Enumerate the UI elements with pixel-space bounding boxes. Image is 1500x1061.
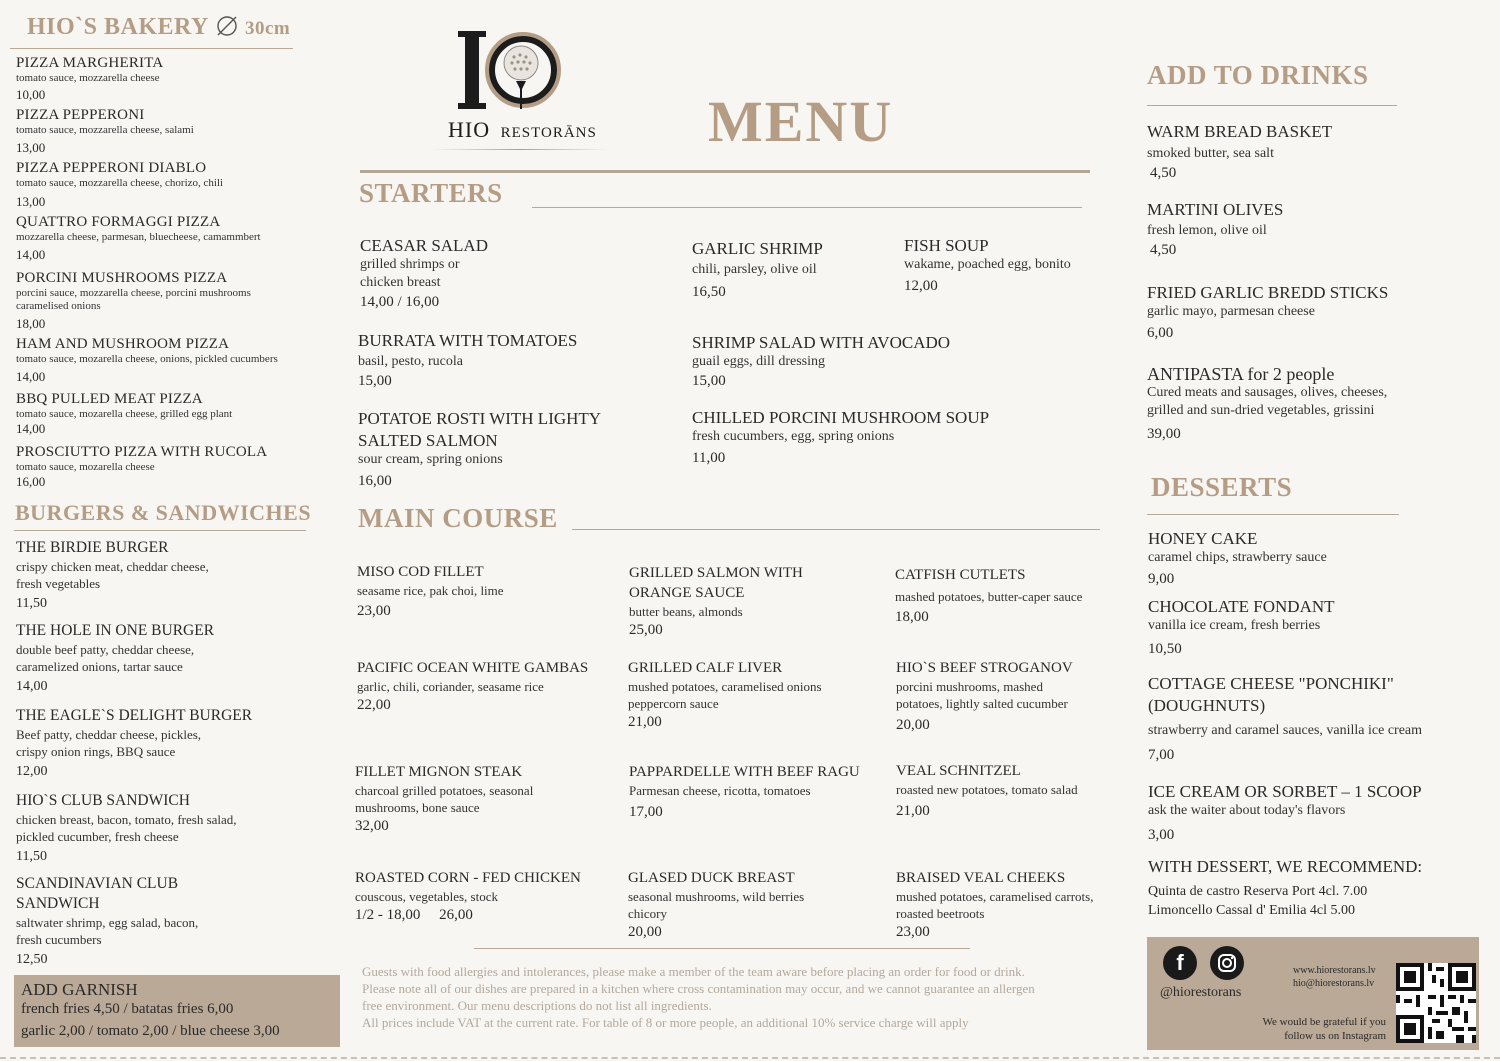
item-price: 15,00	[358, 373, 392, 389]
item-price: 21,00	[896, 803, 930, 819]
item-desc: basil, pesto, rucola	[358, 354, 463, 369]
list-item	[357, 562, 617, 621]
drinks-title: ADD TO DRINKS	[1147, 60, 1369, 90]
list-item	[16, 791, 346, 867]
qr-code-icon[interactable]	[1396, 963, 1476, 1043]
item-name: PIZZA PEPPERONI	[16, 107, 145, 123]
list-item	[16, 107, 346, 156]
item-name: PROSCIUTTO PIZZA WITH RUCOLA	[16, 444, 268, 460]
item-name: CATFISH CUTLETS	[895, 567, 1026, 583]
follow-text: We would be grateful if you	[1262, 1016, 1386, 1028]
instagram-icon[interactable]	[1210, 946, 1244, 980]
item-name: HIO`S CLUB SANDWICH	[16, 792, 190, 809]
item-name: ICE CREAM OR SORBET – 1 SCOOP	[1148, 782, 1422, 801]
item-desc: double beef patty, cheddar cheese,	[16, 642, 195, 657]
bakery-title	[27, 14, 290, 41]
item-desc: tomato sauce, mozzarella cheese, chorizo, chili	[16, 177, 224, 189]
item-name-cont: SANDWICH	[16, 895, 100, 912]
item-name: PIZZA PEPPERONI DIABLO	[16, 160, 207, 176]
main-course-title: MAIN COURSE	[358, 503, 558, 533]
item-desc: chicory	[628, 906, 667, 921]
instagram-handle[interactable]: @hiorestorans	[1160, 985, 1242, 1000]
item-name: BBQ PULLED MEAT PIZZA	[16, 391, 203, 407]
list-item	[692, 239, 902, 302]
list-item	[358, 331, 678, 391]
list-item	[1148, 782, 1488, 845]
item-desc: crispy onion rings, BBQ sauce	[16, 744, 176, 759]
logo-sub-text: RESTORĀNS	[500, 125, 597, 141]
item-price: 12,50	[16, 952, 48, 967]
item-desc: sour cream, spring onions	[358, 452, 503, 467]
item-desc: peppercorn sauce	[628, 696, 719, 711]
item-desc: grilled and sun-dried vegetables, grissini	[1147, 403, 1375, 418]
item-price: 17,00	[629, 804, 663, 820]
item-desc: fresh vegetables	[16, 576, 101, 591]
recommend-item: Limoncello Cassal d' Emilia 4cl 5.00	[1148, 903, 1356, 918]
list-item	[16, 270, 306, 332]
notice-line: free environment. Our menu descriptions do not list all ingredients.	[362, 998, 712, 1013]
item-price: 14,00	[16, 369, 46, 384]
item-name: GARLIC SHRIMP	[692, 239, 823, 258]
item-name: SCANDINAVIAN CLUB	[16, 875, 179, 892]
item-name: THE EAGLE`S DELIGHT BURGER	[16, 707, 253, 724]
item-desc: vanilla ice cream, fresh berries	[1148, 618, 1321, 633]
item-name: WARM BREAD BASKET	[1147, 122, 1333, 141]
list-item	[16, 874, 346, 970]
item-name: BRAISED VEAL CHEEKS	[896, 870, 1066, 886]
logo-main-text: HIO	[448, 117, 491, 142]
item-desc: caramel chips, strawberry sauce	[1148, 550, 1327, 565]
desserts-rule	[1147, 514, 1399, 515]
item-desc: Cured meats and sausages, olives, cheeses,	[1147, 385, 1388, 400]
list-item	[628, 658, 890, 732]
item-desc: mushrooms, bone sauce	[355, 800, 480, 815]
item-desc: couscous, vegetables, stock	[355, 889, 498, 904]
item-price: 23,00	[896, 924, 930, 940]
list-item	[355, 762, 620, 836]
item-desc: wakame, poached egg, bonito	[904, 257, 1071, 272]
item-desc: charcoal grilled potatoes, seasonal	[355, 783, 534, 798]
list-item	[1147, 200, 1477, 260]
website-link[interactable]: www.hiorestorans.lv	[1293, 965, 1376, 976]
list-item	[629, 762, 891, 822]
garnish-panel	[14, 975, 340, 1047]
item-price: 20,00	[896, 717, 930, 733]
item-name: PACIFIC OCEAN WHITE GAMBAS	[357, 660, 589, 676]
list-item	[358, 406, 678, 491]
item-price: 18,00	[895, 609, 929, 625]
item-price: 7,00	[1148, 747, 1175, 763]
main-course-rule	[572, 529, 1100, 530]
item-name: PAPPARDELLE WITH BEEF RAGU	[629, 764, 860, 780]
item-name: FRIED GARLIC BREDD STICKS	[1147, 283, 1389, 302]
item-desc: tomato sauce, mozarella cheese, grilled egg plant	[16, 408, 233, 420]
item-name: MARTINI OLIVES	[1147, 200, 1284, 219]
starters-rule	[532, 207, 1082, 208]
item-price: 16,00	[16, 474, 46, 489]
item-desc: tomato sauce, mozzarella cheese	[16, 72, 160, 84]
list-item	[896, 868, 1136, 942]
list-item	[1147, 122, 1477, 183]
item-desc: mozzarella cheese, parmesan, bluecheese, camammbert	[16, 231, 261, 243]
recommend-item: Quinta de castro Reserva Port 4cl. 7.00	[1148, 884, 1368, 899]
list-item	[16, 336, 346, 385]
garnish-title: ADD GARNISH	[21, 980, 138, 999]
item-price: 10,50	[1148, 641, 1182, 657]
item-desc: tomato sauce, mozarella cheese	[16, 461, 155, 473]
list-item	[16, 160, 346, 210]
recommend-title: WITH DESSERT, WE RECOMMEND:	[1148, 857, 1423, 876]
notice-line: Please note all of our dishes are prepared in a kitchen where cross contamination may occur, and we cannot guarantee an allergen	[362, 981, 1035, 996]
list-item	[355, 868, 620, 925]
item-desc: mushed potatoes, caramelised carrots,	[896, 889, 1094, 904]
item-desc: tomato sauce, mozzarella cheese, salami	[16, 124, 194, 136]
item-price: 12,00	[16, 764, 48, 779]
item-name: ANTIPASTA for 2 people	[1147, 364, 1335, 384]
item-desc: pickled cucumber, fresh cheese	[16, 829, 179, 844]
item-name-cont: SALTED SALMON	[358, 431, 498, 450]
allergy-notice	[362, 963, 1132, 1031]
item-name: COTTAGE CHEESE "PONCHIKI"	[1148, 674, 1394, 693]
item-price: 32,00	[355, 818, 389, 834]
item-name: HIO`S BEEF STROGANOV	[896, 660, 1073, 676]
burgers-rule	[14, 530, 306, 531]
item-desc: butter beans, almonds	[629, 604, 743, 619]
pizza-size: 30cm	[244, 18, 291, 39]
item-name: HONEY CAKE	[1148, 529, 1258, 548]
item-price: 10,00	[16, 87, 46, 102]
item-desc: guail eggs, dill dressing	[692, 354, 825, 369]
item-price: 22,00	[357, 697, 391, 713]
list-item	[16, 621, 346, 697]
item-name-cont: (DOUGHNUTS)	[1148, 696, 1266, 715]
drinks-rule	[1147, 105, 1397, 106]
item-price: 21,00	[628, 714, 662, 730]
golf-ball-logo-icon	[430, 25, 610, 125]
item-desc: strawberry and caramel sauces, vanilla ice cream	[1148, 723, 1423, 738]
burgers-title: BURGERS & SANDWICHES	[15, 500, 312, 525]
item-price: 39,00	[1147, 426, 1181, 442]
item-name-cont: ORANGE SAUCE	[629, 585, 745, 601]
list-item	[1147, 364, 1487, 444]
list-item	[628, 868, 890, 942]
item-name: CHILLED PORCINI MUSHROOM SOUP	[692, 408, 990, 427]
list-item	[692, 408, 1112, 468]
diameter-icon	[216, 15, 238, 37]
list-item	[896, 761, 1136, 821]
list-item	[1148, 673, 1488, 765]
bottom-divider	[0, 1057, 1500, 1059]
item-name: VEAL SCHNITZEL	[896, 763, 1021, 779]
item-desc: ask the waiter about today's flavors	[1148, 803, 1346, 818]
list-item	[1147, 283, 1477, 343]
item-name: PIZZA MARGHERITA	[16, 55, 164, 71]
bakery-title-text: HIO`S BAKERY	[27, 14, 208, 40]
notice-line: Guests with food allergies and intolerances, please make a member of the team aware before placing an order for food or drink.	[362, 964, 1025, 979]
item-price: 16,00	[358, 473, 392, 489]
item-desc: chicken breast	[360, 275, 441, 290]
item-price: 14,00	[16, 421, 46, 436]
item-desc: Beef patty, cheddar cheese, pickles,	[16, 727, 202, 742]
garnish-line1: french fries 4,50 / batatas fries 6,00	[21, 1001, 234, 1017]
item-price: 11,50	[16, 849, 47, 864]
item-desc: crispy chicken meat, cheddar cheese,	[16, 559, 209, 574]
item-desc: fresh cucumbers	[16, 932, 102, 947]
item-name: THE HOLE IN ONE BURGER	[16, 622, 215, 639]
page-title: MENU	[708, 89, 894, 154]
item-price: 11,00	[692, 450, 726, 466]
list-item	[1148, 529, 1478, 589]
list-item	[904, 236, 1134, 296]
item-desc: tomato sauce, mozarella cheese, onions, pickled cucumbers	[16, 353, 278, 365]
item-name: SHRIMP SALAD WITH AVOCADO	[692, 333, 951, 352]
item-name: GRILLED SALMON WITH	[629, 565, 803, 581]
item-desc: roasted new potatoes, tomato salad	[896, 782, 1078, 797]
item-desc: mashed potatoes, butter-caper sauce	[895, 589, 1083, 604]
logo-underline	[432, 149, 608, 150]
item-desc: seasame rice, pak choi, lime	[357, 583, 504, 598]
item-name: FISH SOUP	[904, 236, 989, 255]
item-price: 18,00	[16, 316, 46, 331]
item-price: 12,00	[904, 278, 938, 294]
list-item	[629, 563, 889, 640]
list-item	[16, 538, 346, 614]
item-desc: fresh cucumbers, egg, spring onions	[692, 429, 895, 444]
email-link[interactable]: hio@hiorestorans.lv	[1293, 978, 1375, 989]
list-item	[1148, 597, 1478, 659]
item-desc: grilled shrimps or	[360, 257, 460, 272]
item-name: FILLET MIGNON STEAK	[355, 764, 523, 780]
item-price: 13,00	[16, 140, 46, 155]
item-desc: garlic mayo, parmesan cheese	[1147, 304, 1315, 319]
item-name: HAM AND MUSHROOM PIZZA	[16, 336, 230, 352]
item-desc: smoked butter, sea salt	[1147, 146, 1274, 161]
item-name: BURRATA WITH TOMATOES	[358, 331, 578, 350]
item-desc: chili, parsley, olive oil	[692, 262, 817, 277]
item-desc: Parmesan cheese, ricotta, tomatoes	[629, 783, 811, 798]
social-panel	[1147, 937, 1479, 1050]
item-price: 6,00	[1147, 325, 1174, 341]
list-item	[16, 55, 346, 103]
item-name: MISO COD FILLET	[357, 564, 484, 580]
item-desc: potatoes, lightly salted cucumber	[896, 696, 1068, 711]
list-item	[357, 658, 622, 715]
item-name: PORCINI MUSHROOMS PIZZA	[16, 270, 228, 286]
item-desc: chicken breast, bacon, tomato, fresh salad,	[16, 812, 237, 827]
item-name: GRILLED CALF LIVER	[628, 660, 783, 676]
desserts-title: DESSERTS	[1151, 472, 1293, 502]
footer-rule	[474, 948, 970, 949]
item-price: 11,50	[16, 596, 47, 611]
item-desc: garlic, chili, coriander, seasame rice	[357, 679, 544, 694]
item-desc: porcini mushrooms, mashed	[896, 679, 1043, 694]
item-price: 25,00	[629, 622, 663, 638]
item-name: CEASAR SALAD	[360, 236, 488, 255]
facebook-icon[interactable]: f	[1163, 946, 1197, 980]
follow-text: follow us on Instagram	[1284, 1030, 1386, 1042]
item-name: ROASTED CORN - FED CHICKEN	[355, 870, 581, 886]
item-price: 4,50	[1150, 165, 1177, 181]
item-desc: caramelized onions, tartar sauce	[16, 659, 183, 674]
item-price: 20,00	[628, 924, 662, 940]
item-desc: mushed potatoes, caramelised onions	[628, 679, 822, 694]
list-item	[360, 236, 680, 312]
bakery-rule	[10, 48, 293, 49]
item-price: 14,00 / 16,00	[360, 294, 440, 310]
item-name: CHOCOLATE FONDANT	[1148, 597, 1335, 616]
item-price: 4,50	[1150, 242, 1177, 258]
item-name: GLASED DUCK BREAST	[628, 870, 795, 886]
item-price: 15,00	[692, 373, 726, 389]
item-name: THE BIRDIE BURGER	[16, 539, 169, 556]
garnish-line2: garlic 2,00 / tomato 2,00 / blue cheese 3,00	[21, 1023, 280, 1039]
item-price: 23,00	[357, 603, 391, 619]
restaurant-logo	[430, 25, 610, 155]
item-desc: porcini sauce, mozzarella cheese, porcini mushrooms caramelised onions	[16, 287, 251, 312]
list-item	[896, 658, 1136, 735]
item-desc: saltwater shrimp, egg salad, bacon,	[16, 915, 199, 930]
notice-line: All prices include VAT at the current rate. For table of 8 or more people, an additional 10% service charge will apply	[362, 1015, 969, 1030]
list-item	[16, 391, 346, 437]
item-desc: fresh lemon, olive oil	[1147, 223, 1267, 238]
list-item	[16, 444, 346, 490]
title-rule	[360, 170, 1090, 173]
list-item	[692, 333, 1112, 391]
item-price: 14,00	[16, 247, 46, 262]
list-item	[16, 214, 346, 263]
list-item	[16, 706, 346, 782]
starters-title: STARTERS	[359, 178, 503, 208]
item-price: 13,00	[16, 194, 46, 209]
item-name: QUATTRO FORMAGGI PIZZA	[16, 214, 221, 230]
item-desc: roasted beetroots	[896, 906, 985, 921]
item-desc: seasonal mushrooms, wild berries	[628, 889, 805, 904]
list-item	[895, 565, 1135, 627]
item-price: 3,00	[1148, 827, 1175, 843]
item-price: 14,00	[16, 679, 48, 694]
item-price: 9,00	[1148, 571, 1175, 587]
item-name: POTATOE ROSTI WITH LIGHTY	[358, 409, 602, 428]
item-price: 1/2 - 18,00 26,00	[355, 907, 473, 923]
item-price: 16,50	[692, 284, 726, 300]
